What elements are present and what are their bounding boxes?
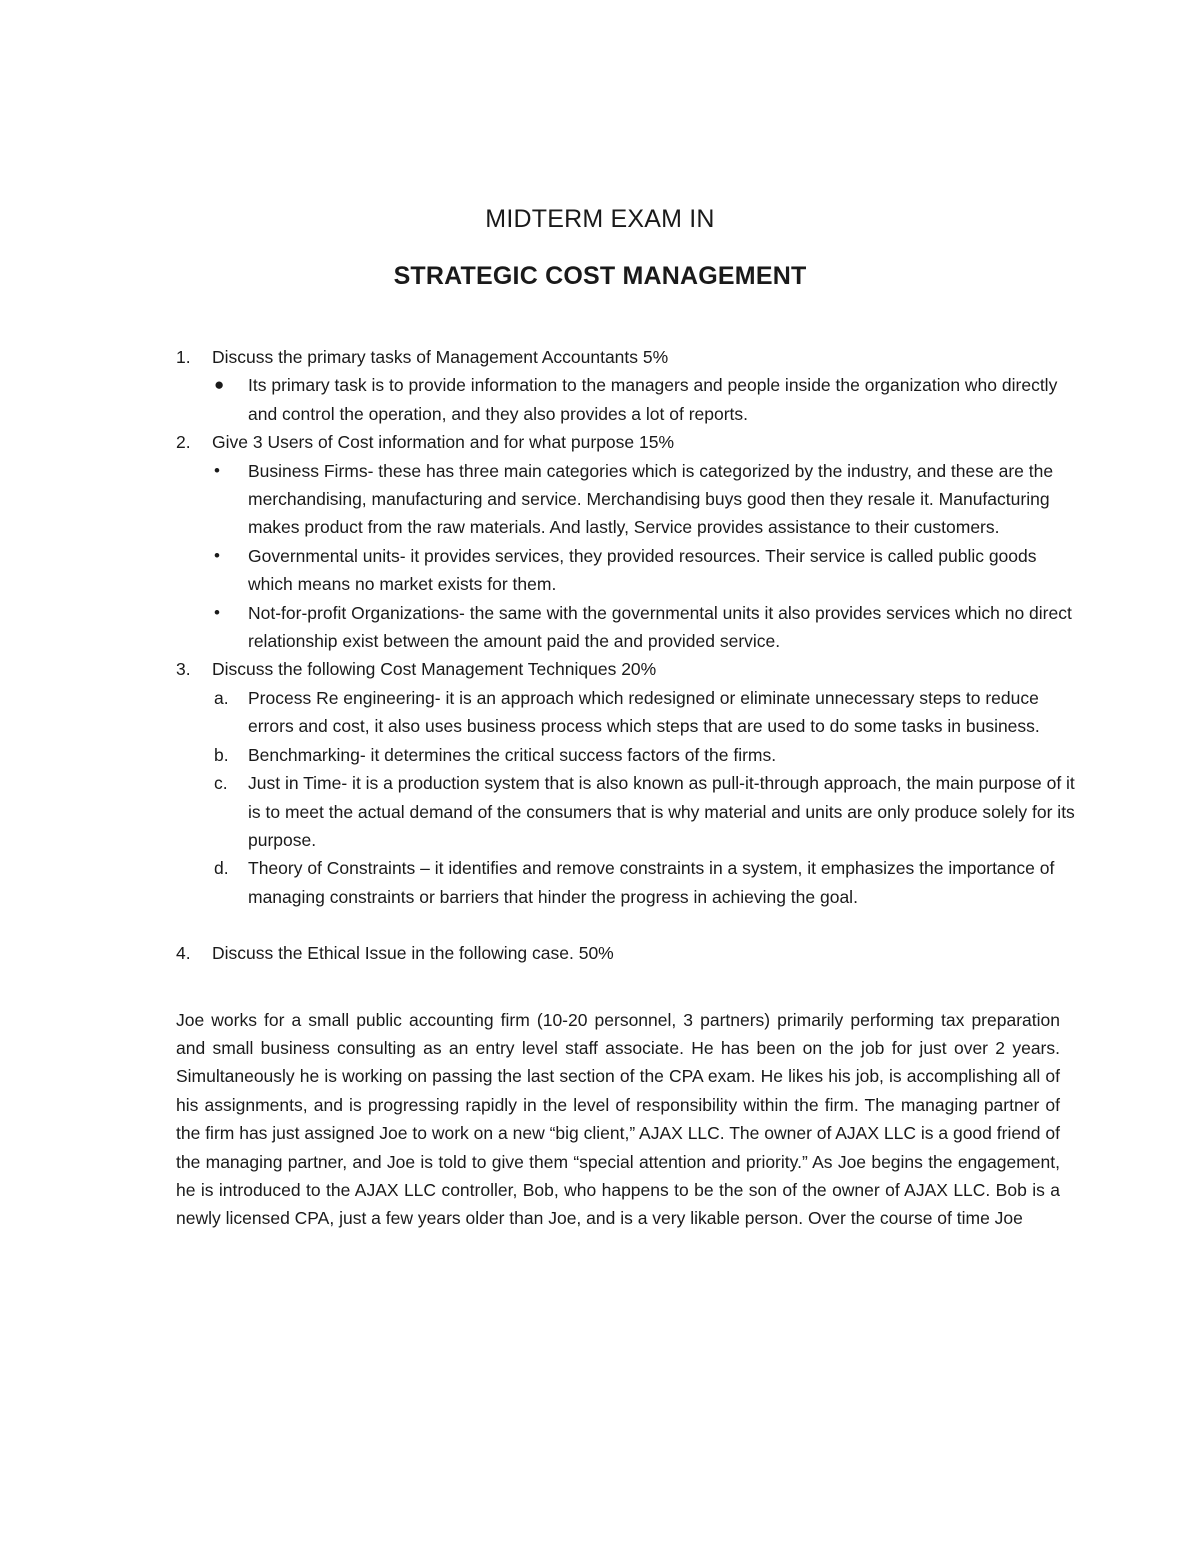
bullet-icon: • bbox=[214, 602, 220, 622]
technique-item bbox=[176, 684, 1076, 741]
exam-content bbox=[176, 343, 1076, 1233]
title-line-1: MIDTERM EXAM IN bbox=[485, 205, 715, 233]
question-4 bbox=[176, 939, 1076, 967]
question-number: 2. bbox=[176, 432, 191, 453]
technique-item bbox=[176, 854, 1076, 911]
bullet-item bbox=[176, 542, 1076, 599]
answer-bullets bbox=[176, 371, 1076, 428]
question-2 bbox=[176, 428, 1076, 456]
item-text: Just in Time- it is a production system that is also known as pull-it-through approach, the main purpose of it is to meet the actual demand of the consumers that is why material and units are only produce solely for its purpose. bbox=[248, 773, 1075, 850]
question-number: 4. bbox=[176, 943, 191, 964]
bullet-text: Not-for-profit Organizations- the same with the governmental units it also provides services which no direct relationship exist between the amount paid the and provided service. bbox=[248, 602, 1072, 652]
bullet-item bbox=[176, 371, 1076, 428]
technique-item bbox=[176, 769, 1076, 854]
bullet-text: Its primary task is to provide information to the managers and people inside the organization who directly and control the operation, and they also provides a lot of reports. bbox=[248, 375, 1058, 424]
item-text: Benchmarking- it determines the critical success factors of the firms. bbox=[248, 744, 777, 765]
item-letter: d. bbox=[214, 858, 229, 879]
bullet-icon: • bbox=[214, 460, 220, 480]
bullet-item bbox=[176, 457, 1076, 542]
bullet-item bbox=[176, 599, 1076, 656]
question-text: Give 3 Users of Cost information and for what purpose 15% bbox=[212, 432, 675, 453]
item-text: Process Re engineering- it is an approach which redesigned or eliminate unnecessary steps to reduce errors and cost, it also uses business process which steps that are used to do some tasks in business. bbox=[248, 687, 1040, 737]
bullet-icon: ● bbox=[214, 375, 225, 395]
bullet-text: Business Firms- these has three main categories which is categorized by the industry, and these are the merchandising, manufacturing and service. Merchandising buys good then they resale it. Manufacturing makes product from the raw materials. And lastly, Service provides assistance to their customers. bbox=[248, 460, 1054, 538]
item-letter: a. bbox=[214, 687, 229, 708]
technique-list bbox=[176, 684, 1076, 911]
item-letter: b. bbox=[214, 744, 229, 765]
item-letter: c. bbox=[214, 773, 228, 794]
question-text: Discuss the following Cost Management Techniques 20% bbox=[212, 659, 657, 680]
technique-item bbox=[176, 741, 1076, 769]
case-paragraph: Joe works for a small public accounting firm (10-20 personnel, 3 partners) primarily performing tax preparation and small business consulting as an entry level staff associate. He has been on the job for just over 2 years. Simultaneously he is working on passing the last section of the CPA exam. He likes his job, is accomplishing all of his assignments, and is progressing rapidly in the level of responsibility within the firm. The managing partner of the firm has just assigned Joe to work on a new “big client,” AJAX LLC. The owner of AJAX LLC is a good friend of the managing partner, and Joe is told to give them “special attention and priority.” As Joe begins the engagement, he is introduced to the AJAX LLC controller, Bob, who happens to be the son of the owner of AJAX LLC. Bob is a newly licensed CPA, just a few years older than Joe, and is a very likable person. Over the course of time Joe bbox=[176, 1009, 1060, 1229]
question-3 bbox=[176, 655, 1076, 683]
question-text: Discuss the primary tasks of Management Accountants 5% bbox=[212, 347, 669, 367]
question-1 bbox=[176, 343, 1076, 371]
item-text: Theory of Constraints – it identifies and remove constraints in a system, it emphasizes the importance of managing constraints or barriers that hinder the progress in achieving the goal. bbox=[248, 858, 1055, 907]
title-line-2: STRATEGIC COST MANAGEMENT bbox=[393, 262, 807, 290]
question-number: 3. bbox=[176, 659, 191, 680]
question-number: 1. bbox=[176, 347, 191, 367]
bullet-text: Governmental units- it provides services, they provided resources. Their service is called public goods which means no market exists for them. bbox=[248, 545, 1037, 595]
answer-bullets bbox=[176, 457, 1076, 656]
bullet-icon: • bbox=[214, 545, 220, 565]
question-text: Discuss the Ethical Issue in the following case. 50% bbox=[212, 943, 614, 964]
